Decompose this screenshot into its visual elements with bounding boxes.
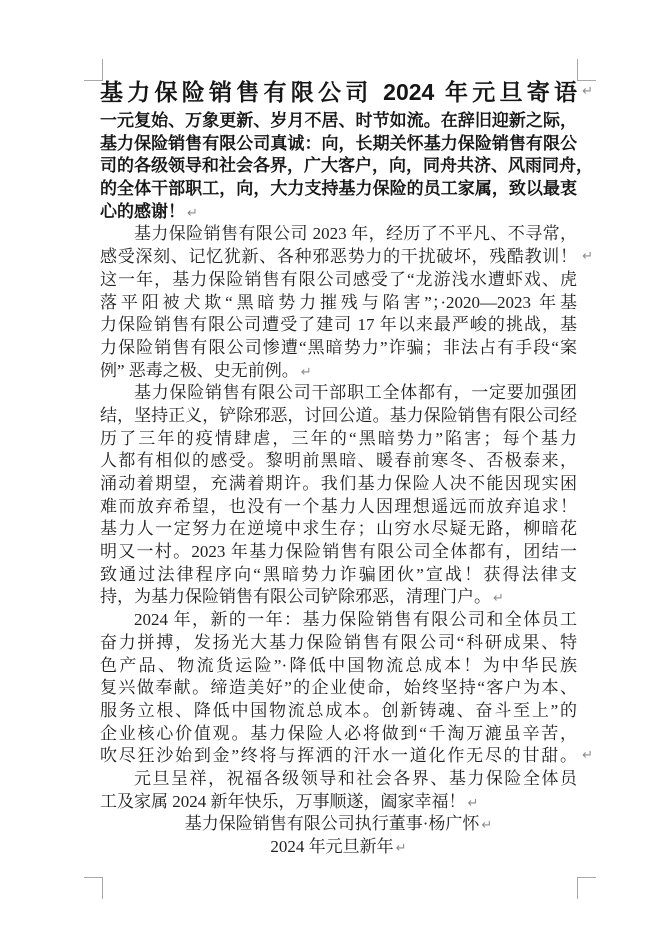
document-line-text: 司的各级领导和社会各界，广大客户，向，同舟共济、风雨同舟， xyxy=(100,156,593,176)
document-line xyxy=(100,178,577,201)
document-body xyxy=(100,110,593,859)
document-line-text: 人都有相似的感受。黎明前黑暗、暖春前寒冬、否极泰来， xyxy=(100,451,577,471)
document-line-text: 的全体干部职工，向，大力支持基力保险的员工家属，致以最衷 xyxy=(100,179,577,199)
document-line xyxy=(100,405,577,428)
document-line-text: 吹尽狂沙始到金”终将与挥洒的汗水一道化作无尽的甘甜。 xyxy=(100,746,577,766)
document-line xyxy=(100,360,577,383)
document-line-text: 难而放弃希望，也没有一个基力人因理想遥远而放弃追求！ xyxy=(100,496,577,516)
return-mark-icon: ↵ xyxy=(395,841,407,856)
document-line xyxy=(100,110,577,133)
document-line-text: 例” 恶毒之极、史无前例。 xyxy=(100,360,299,380)
document-line xyxy=(100,292,577,315)
document-line xyxy=(100,337,577,360)
document-line-text: 持，为基力保险销售有限公司铲除邪恶，清理门户。 xyxy=(100,587,491,607)
document-title-text: 基力保险销售有限公司 2024 年元旦寄语 xyxy=(100,79,577,105)
return-mark-icon: ↵ xyxy=(493,591,504,607)
document-line-text: 感受深刻、记忆犹新、各种邪恶势力的干扰破坏，残酷教训！ xyxy=(100,247,577,267)
document-line xyxy=(100,609,577,632)
document-line xyxy=(100,723,577,746)
document-line xyxy=(100,496,577,519)
document-line-text: 基力保险销售有限公司真诚：向，长期关怀基力保险销售有限公 xyxy=(100,133,577,153)
document-line xyxy=(100,473,577,496)
document-line-text: 明又一村。2023 年基力保险销售有限公司全体都有，团结一 xyxy=(100,542,577,562)
document-line-text: 基力保险销售有限公司执行董事·杨广怀 xyxy=(184,814,480,834)
document-line xyxy=(100,677,577,700)
return-mark-icon: ↵ xyxy=(187,205,198,221)
document-line xyxy=(100,813,577,836)
document-line xyxy=(100,632,577,655)
document-line xyxy=(100,246,593,269)
return-mark-icon: ↵ xyxy=(467,795,479,811)
document-line xyxy=(100,133,577,156)
return-mark-icon: ↵ xyxy=(582,249,593,265)
document-line xyxy=(100,223,577,246)
document-line-text: 服务立根、降低中国物流总成本。创新铸魂、奋斗至上”的 xyxy=(100,700,577,720)
document-line-text: 奋力拼搏，发扬光大基力保险销售有限公司“科研成果、特 xyxy=(100,632,577,652)
document-line xyxy=(100,450,577,473)
document-line-text: 落平阳被犬欺“黑暗势力摧残与陷害”；·2020—2023 年基 xyxy=(100,292,577,312)
document-line-text: 基力保险销售有限公司 2023 年，经历了不平凡、不寻常， xyxy=(134,224,577,244)
document-line-text: 2024 年元旦新年 xyxy=(270,837,394,856)
document-line-text: 力保险销售有限公司惨遭“黑暗势力”诈骗；非法占有手段“案 xyxy=(100,337,577,357)
document-line xyxy=(100,564,577,587)
document-line xyxy=(100,155,593,178)
return-mark-icon: ↵ xyxy=(481,818,493,834)
document-line-text: 复兴做奉献。缔造美好”的企业使命，始终坚持“客户为本、 xyxy=(100,678,577,698)
document-line xyxy=(100,382,577,405)
document-line xyxy=(100,269,577,292)
document-line xyxy=(100,745,593,768)
document-line xyxy=(100,768,577,791)
document-line-text: 这一年，基力保险销售有限公司感受了“龙游浅水遭虾戏、虎 xyxy=(100,269,577,289)
document-line-text: 历了三年的疫情肆虐，三年的“黑暗势力”陷害；每个基力 xyxy=(100,428,577,448)
document-line-text: 一元复始、万象更新、岁月不居、时节如流。在辞旧迎新之际， xyxy=(100,111,577,130)
document-line-text: 元旦呈祥，祝福各级领导和社会各界、基力保险全体员 xyxy=(134,768,577,788)
document-line-text: 基力人一定努力在逆境中求生存；山穷水尽疑无路，柳暗花 xyxy=(100,519,577,539)
document-line-text: 工及家属 2024 新年快乐，万事顺遂，阖家幸福！ xyxy=(100,791,466,811)
document-line-text: 企业核心价值观。基力保险人必将做到“千淘万漉虽辛苦， xyxy=(100,723,577,743)
document-line-text: 涌动着期望，充满着期许。我们基力保险人决不能因现实困 xyxy=(100,474,577,493)
document-line-text: 2024 年，新的一年：基力保险销售有限公司和全体员工 xyxy=(134,610,577,630)
document-line xyxy=(100,314,577,337)
document-line xyxy=(100,201,577,224)
return-mark-icon: ↵ xyxy=(582,748,593,764)
document-line xyxy=(100,836,577,859)
document-line-text: 心的感谢！ xyxy=(100,201,185,221)
document-line xyxy=(100,791,577,814)
document-line xyxy=(100,428,577,451)
text-boundary-mark-bottom-right xyxy=(577,877,596,899)
document-line xyxy=(100,700,577,723)
document-line-text: 基力保险销售有限公司干部职工全体都有，一定要加强团 xyxy=(134,383,577,403)
document-line-text: 结，坚持正义，铲除邪恶，讨回公道。基力保险销售有限公司经 xyxy=(100,405,577,425)
return-mark-icon: ↵ xyxy=(300,364,312,380)
document-title xyxy=(100,76,593,108)
document-line xyxy=(100,586,577,609)
document-line-text: 色产品、物流货运险”·降低中国物流总成本！为中华民族 xyxy=(100,655,577,675)
document-line-text: 致通过法律程序向“黑暗势力诈骗团伙”宣战！获得法律支 xyxy=(100,564,577,584)
document-line xyxy=(100,541,577,564)
return-mark-icon: ↵ xyxy=(582,84,593,99)
text-boundary-mark-bottom-left xyxy=(84,877,103,899)
document-line xyxy=(100,518,577,541)
document-line-text: 力保险销售有限公司遭受了建司 17 年以来最严峻的挑战，基 xyxy=(100,315,577,335)
document-line xyxy=(100,655,577,678)
